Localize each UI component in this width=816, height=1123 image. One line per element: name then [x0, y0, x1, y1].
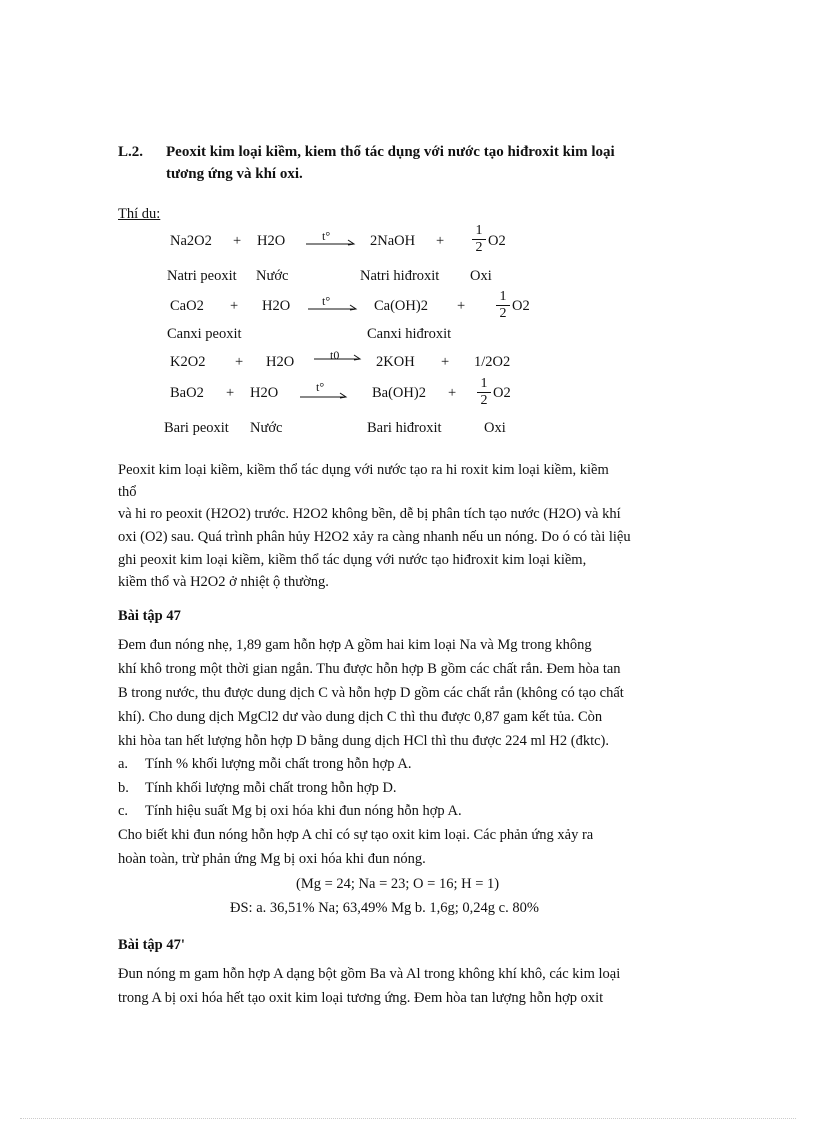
name-1: Natri peoxit: [167, 268, 237, 284]
plus-sign-2: +: [457, 298, 466, 314]
name-2: Nước: [256, 268, 289, 284]
fraction-denominator: 2: [480, 393, 488, 408]
page-bottom-divider: [20, 1118, 796, 1119]
product-2: O2: [512, 298, 530, 314]
product-1: 2NaOH: [370, 233, 416, 249]
product-1: Ca(OH)2: [374, 298, 428, 314]
condition: t°: [322, 294, 331, 308]
example-label: Thí du:: [118, 206, 161, 222]
reactant-2: H2O: [266, 354, 295, 370]
exercise-47-line: B trong nước, thu được dung dịch C và hỗn hợp D gồm các chất rắn (không có tạo chất: [118, 685, 624, 701]
section-title-line1: Peoxit kim loại kiềm, kiem thổ tác dụng với nước tạo hiđroxit kim loại: [166, 144, 615, 160]
reaction-arrow-icon: [308, 301, 360, 311]
name-1: Canxi peoxit: [167, 326, 242, 342]
reactant-2: H2O: [257, 233, 286, 249]
reactant-2: H2O: [250, 385, 279, 401]
fraction-numerator: 1: [472, 223, 486, 240]
condition: t°: [316, 380, 325, 394]
reaction-arrow-icon: [306, 236, 358, 246]
name-3: Natri hiđroxit: [360, 268, 440, 284]
explanation-line: và hi ro peoxit (H2O2) trước. H2O2 không bền, dễ bị phân tích tạo nước (H2O) và khí: [118, 506, 621, 522]
exercise-47-answer: ĐS: a. 36,51% Na; 63,49% Mg b. 1,6g; 0,24g c. 80%: [230, 900, 539, 916]
name-4: Oxi: [484, 420, 506, 436]
fraction-half: [472, 223, 486, 256]
reactant-1: CaO2: [170, 298, 204, 314]
product-2: O2: [493, 385, 511, 401]
section-title-line2: tương ứng và khí oxi.: [166, 166, 303, 182]
fraction-half: [477, 376, 491, 409]
exercise-47-line: khí). Cho dung dịch MgCl2 dư vào dung dịch C thì thu được 0,87 gam kết tủa. Còn: [118, 709, 603, 725]
atomic-masses: (Mg = 24; Na = 23; O = 16; H = 1): [296, 876, 500, 892]
name-3: Canxi hiđroxit: [367, 326, 452, 342]
section-label: L.2.: [118, 144, 144, 160]
plus-sign-2: +: [441, 354, 450, 370]
reactant-2: H2O: [262, 298, 291, 314]
reaction-arrow-icon: [300, 389, 350, 399]
item-label-b: b.: [118, 780, 129, 796]
name-4: Oxi: [470, 268, 492, 284]
name-3: Bari hiđroxit: [367, 420, 442, 436]
item-label-c: c.: [118, 803, 129, 819]
explanation-line: ghi peoxit kim loại kiềm, kiềm thổ tác dụng với nước tạo hiđroxit kim loại kiềm,: [118, 552, 587, 568]
reactant-1: K2O2: [170, 354, 206, 370]
exercise-47p-title: Bài tập 47': [118, 937, 185, 953]
condition: t0: [330, 348, 340, 362]
plus-sign: +: [230, 298, 239, 314]
explanation-line: thổ: [118, 484, 137, 500]
exercise-47-note: Cho biết khi đun nóng hỗn hợp A chỉ có sự tạo oxit kim loại. Các phản ứng xảy ra: [118, 827, 594, 843]
fraction-denominator: 2: [499, 306, 507, 321]
item-label-a: a.: [118, 756, 129, 772]
plus-sign: +: [233, 233, 242, 249]
exercise-47-note: hoàn toàn, trừ phản ứng Mg bị oxi hóa khi đun nóng.: [118, 851, 426, 867]
product-1: Ba(OH)2: [372, 385, 426, 401]
fraction-numerator: 1: [496, 289, 510, 306]
exercise-47p-line: trong A bị oxi hóa hết tạo oxit kim loại tương ứng. Đem hòa tan lượng hỗn hợp oxit: [118, 990, 604, 1006]
plus-sign: +: [235, 354, 244, 370]
plus-sign-2: +: [448, 385, 457, 401]
fraction-denominator: 2: [475, 240, 483, 255]
exercise-47-line: khi hòa tan hết lượng hỗn hợp D bằng dung dịch HCl thì thu được 224 ml H2 (đktc).: [118, 733, 609, 749]
item-text-a: Tính % khối lượng mỗi chất trong hỗn hợp A.: [145, 756, 412, 772]
fraction-half: [496, 289, 510, 322]
explanation-line: kiềm thổ và H2O2 ở nhiệt ộ thường.: [118, 574, 329, 590]
exercise-47-line: khí khô trong một thời gian ngắn. Thu được hỗn hợp B gồm các chất rắn. Đem hòa tan: [118, 661, 621, 677]
exercise-47-line: Đem đun nóng nhẹ, 1,89 gam hỗn hợp A gồm hai kim loại Na và Mg trong không: [118, 637, 592, 653]
plus-sign-2: +: [436, 233, 445, 249]
reactant-1: BaO2: [170, 385, 204, 401]
name-2: Nước: [250, 420, 283, 436]
explanation-line: Peoxit kim loại kiềm, kiềm thổ tác dụng với nước tạo ra hi roxit kim loại kiềm, kiềm: [118, 462, 609, 478]
name-1: Bari peoxit: [164, 420, 229, 436]
item-text-b: Tính khối lượng mỗi chất trong hỗn hợp D.: [145, 780, 397, 796]
fraction-numerator: 1: [477, 376, 491, 393]
product-2: 1/2O2: [474, 354, 511, 370]
product-1: 2KOH: [376, 354, 415, 370]
plus-sign: +: [226, 385, 235, 401]
item-text-c: Tính hiệu suất Mg bị oxi hóa khi đun nóng hỗn hợp A.: [145, 803, 462, 819]
condition: t°: [322, 229, 331, 243]
reactant-1: Na2O2: [170, 233, 212, 249]
exercise-47p-line: Đun nóng m gam hỗn hợp A dạng bột gồm Ba và Al trong không khí khô, các kim loại: [118, 966, 621, 982]
exercise-47-title: Bài tập 47: [118, 608, 181, 624]
explanation-line: oxi (O2) sau. Quá trình phân hủy H2O2 xảy ra càng nhanh nếu un nóng. Do ó có tài liệu: [118, 529, 631, 545]
reaction-arrow-icon: [314, 352, 364, 362]
product-2: O2: [488, 233, 506, 249]
